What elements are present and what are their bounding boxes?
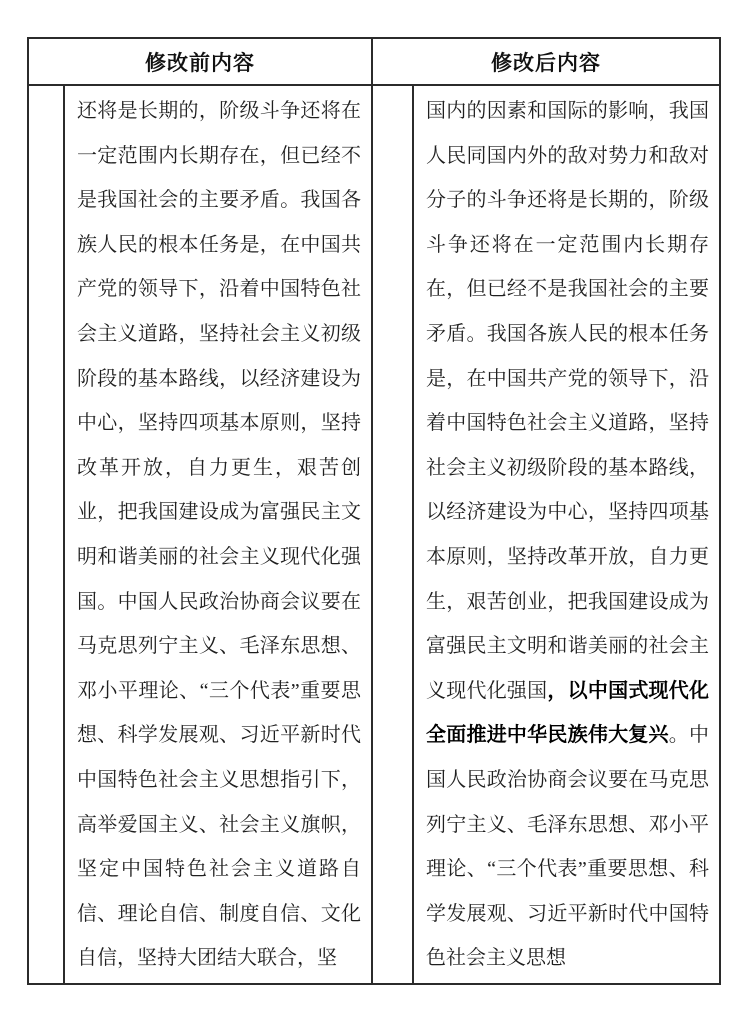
after-content-cell <box>414 86 719 983</box>
table-body-row <box>29 86 719 983</box>
before-content-cell <box>65 86 373 983</box>
header-cell-before: 修改前内容 <box>29 39 373 84</box>
after-content-text-start: 国内的因素和国际的影响，我国人民同国内外的敌对势力和敌对分子的斗争还将是长期的，阶级斗争还将在一定范围内长期存在，但已经不是我国社会的主要矛盾。我国各族人民的根本任务是，在中国共产党的领导下，沿着中国特色社会主义道路，坚持社会主义初级阶段的基本路线，以经济建设为中心，坚持四项基本原则，坚持改革开放，自力更生，艰苦创业，把我国建设成为富强民主文明和谐美丽的社会主义现代化强国 <box>426 100 709 702</box>
revision-comparison-table <box>27 37 721 985</box>
after-row-number-cell <box>373 86 414 983</box>
after-content-text-end: 。中国人民政治协商会议要在马克思列宁主义、毛泽东思想、邓小平理论、“三个代表”重要思想、科学发展观、习近平新时代中国特色社会主义思想 <box>426 724 710 970</box>
before-content-text: 还将是长期的，阶级斗争还将在一定范围内长期存在，但已经不是我国社会的主要矛盾。我国各族人民的根本任务是，在中国共产党的领导下，沿着中国特色社会主义道路，坚持社会主义初级阶段的基本路线，以经济建设为中心，坚持四项基本原则，坚持改革开放，自力更生，艰苦创业，把我国建设成为富强民主文明和谐美丽的社会主义现代化强国。中国人民政治协商会议要在马克思列宁主义、毛泽东思想、邓小平理论、“三个代表”重要思想、科学发展观、习近平新时代中国特色社会主义思想指引下，高举爱国主义、社会主义旗帜，坚定中国特色社会主义道路自信、理论自信、制度自信、文化自信，坚持大团结大联合，坚 <box>77 100 361 970</box>
table-header-row <box>29 39 719 86</box>
header-cell-after: 修改后内容 <box>491 51 601 75</box>
after-content-bold-insert: ，以中国式现代化全面推进中华民族伟大复兴 <box>426 679 710 747</box>
before-row-number-cell <box>29 86 65 983</box>
